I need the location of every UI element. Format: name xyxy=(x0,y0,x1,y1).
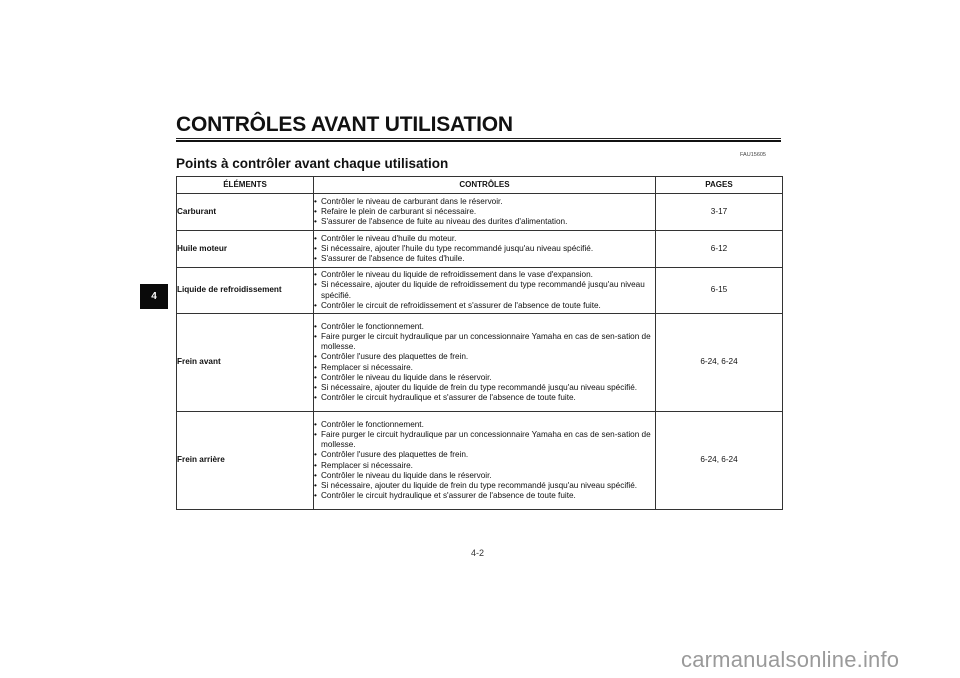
check-list xyxy=(314,270,655,311)
check-item: • Contrôler le niveau du liquide de refroidissement dans le vase d'expansion. xyxy=(314,270,655,280)
check-item: • Si nécessaire, ajouter du liquide de frein du type recommandé jusqu'au niveau spécifié. xyxy=(314,383,655,393)
check-list-cell xyxy=(314,268,656,314)
title-rule-thin xyxy=(176,138,781,139)
table-header-row xyxy=(177,177,783,194)
check-item: • Remplacer si nécessaire. xyxy=(314,461,655,471)
check-item: • Contrôler le niveau du liquide dans le réservoir. xyxy=(314,373,655,383)
check-item: • Contrôler le niveau d'huile du moteur. xyxy=(314,234,655,244)
column-header-elements: ÉLÉMENTS xyxy=(177,177,314,194)
check-item: • Contrôler le fonctionnement. xyxy=(314,322,655,332)
check-item: • Si nécessaire, ajouter du liquide de frein du type recommandé jusqu'au niveau spécifié. xyxy=(314,481,655,491)
watermark-link[interactable]: carmanualsonline.info xyxy=(681,647,900,672)
item-name: Frein avant xyxy=(177,314,314,412)
check-item: • Contrôler le fonctionnement. xyxy=(314,420,655,430)
item-name: Liquide de refroidissement xyxy=(177,268,314,314)
check-item: • Contrôler l'usure des plaquettes de frein. xyxy=(314,352,655,362)
check-item: • Contrôler le niveau de carburant dans le réservoir. xyxy=(314,197,655,207)
page-reference: 3-17 xyxy=(656,194,783,231)
section-title: Points à contrôler avant chaque utilisation xyxy=(176,156,449,171)
check-item: • Faire purger le circuit hydraulique par un concessionnaire Yamaha en cas de sen-sation de mollesse. xyxy=(314,430,655,450)
inspection-table xyxy=(176,176,783,510)
check-list xyxy=(314,197,655,228)
check-list-cell xyxy=(314,231,656,268)
check-item: • Contrôler le circuit hydraulique et s'assurer de l'absence de toute fuite. xyxy=(314,491,655,501)
check-item: • Contrôler le niveau du liquide dans le réservoir. xyxy=(314,471,655,481)
page-reference: 6-24, 6-24 xyxy=(656,314,783,412)
page-number: 4-2 xyxy=(471,548,485,558)
check-list-cell xyxy=(314,314,656,412)
page-reference: 6-15 xyxy=(656,268,783,314)
check-item: • Contrôler le circuit de refroidissement et s'assurer de l'absence de toute fuite. xyxy=(314,301,655,311)
check-item: • Remplacer si nécessaire. xyxy=(314,363,655,373)
check-item: • Si nécessaire, ajouter l'huile du type recommandé jusqu'au niveau spécifié. xyxy=(314,244,655,254)
column-header-controles: CONTRÔLES xyxy=(314,177,656,194)
check-item: • S'assurer de l'absence de fuite au niveau des durites d'alimentation. xyxy=(314,217,655,227)
check-item: • Si nécessaire, ajouter du liquide de refroidissement du type recommandé jusqu'au niveau spécifié. xyxy=(314,280,655,300)
check-list xyxy=(314,234,655,265)
check-list xyxy=(314,322,655,404)
page-reference: 6-12 xyxy=(656,231,783,268)
table-row xyxy=(177,231,783,268)
check-item: • S'assurer de l'absence de fuites d'huile. xyxy=(314,254,655,264)
table-row xyxy=(177,314,783,412)
table-row xyxy=(177,194,783,231)
page-reference: 6-24, 6-24 xyxy=(656,412,783,510)
reference-code: FAU15605 xyxy=(740,152,766,158)
table-row xyxy=(177,412,783,510)
item-name: Frein arrière xyxy=(177,412,314,510)
page-title: CONTRÔLES AVANT UTILISATION xyxy=(176,113,513,136)
check-list-cell xyxy=(314,194,656,231)
column-header-pages: PAGES xyxy=(656,177,783,194)
table-row xyxy=(177,268,783,314)
chapter-tab: 4 xyxy=(140,284,168,309)
item-name: Huile moteur xyxy=(177,231,314,268)
check-list-cell xyxy=(314,412,656,510)
check-item: • Refaire le plein de carburant si nécessaire. xyxy=(314,207,655,217)
check-item: • Contrôler l'usure des plaquettes de frein. xyxy=(314,450,655,460)
item-name: Carburant xyxy=(177,194,314,231)
check-item: • Faire purger le circuit hydraulique par un concessionnaire Yamaha en cas de sen-sation de mollesse. xyxy=(314,332,655,352)
check-item: • Contrôler le circuit hydraulique et s'assurer de l'absence de toute fuite. xyxy=(314,393,655,403)
check-list xyxy=(314,420,655,502)
title-rule-thick xyxy=(176,140,781,142)
